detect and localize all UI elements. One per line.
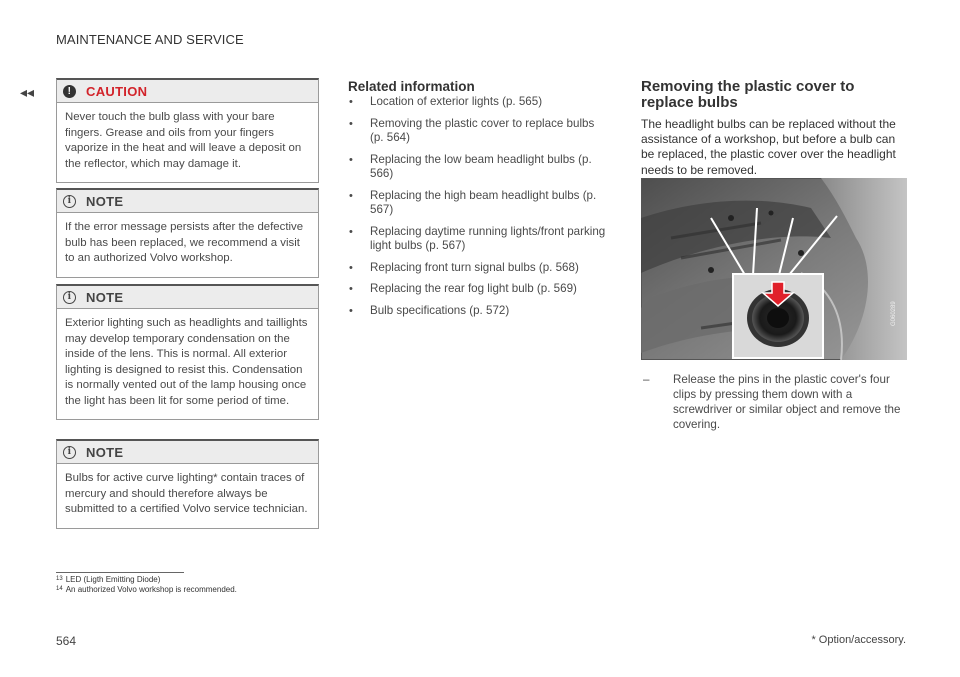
step-dash: –	[643, 373, 650, 386]
note-box	[56, 284, 319, 420]
note-box	[56, 188, 319, 278]
caution-heading: CAUTION	[86, 83, 148, 99]
note-header	[57, 190, 318, 213]
note-heading: NOTE	[86, 444, 124, 460]
back-arrows-icon[interactable]: ◂◂	[20, 84, 35, 100]
related-link[interactable]: • Replacing the high beam headlight bulbs (p. 567)	[349, 188, 597, 216]
section-title: Removing the plastic cover to replace bulbs	[641, 78, 855, 111]
footnote: $^{13}$ LED (Ligth Emitting Diode)	[56, 575, 161, 584]
headlight-cover-illustration	[641, 178, 907, 360]
image-code: G060289	[891, 301, 897, 326]
related-info-title: Related information	[348, 79, 475, 94]
note-text: Bulbs for active curve lighting* contain traces of mercury and should therefore always be submitted to a certified Volvo service technician.	[65, 472, 308, 515]
note-heading: NOTE	[86, 193, 124, 209]
intro-paragraph: The headlight bulbs can be replaced without the assistance of a workshop, but before a bulb can be replaced, the plastic cover over the headlight needs to be removed.	[641, 117, 896, 177]
note-text: Exterior lighting such as headlights and taillights may develop temporary condensation on the inside of the lens. This is normal. All exterior lighting is designed to resist this. Condensation is normally vented out of the lamp housing once the light has been lit for some period of time.	[65, 317, 308, 407]
engine-bay-illustration	[641, 178, 907, 360]
related-link[interactable]: • Replacing front turn signal bulbs (p. 568)	[349, 260, 579, 274]
caution-header	[57, 80, 318, 103]
option-accessory-note: * Option/accessory.	[811, 634, 906, 646]
removing-cover-section	[641, 79, 907, 178]
info-circle-icon: i	[63, 291, 76, 304]
note-text: If the error message persists after the defective bulb has been replaced, we recommend a visit to an authorized Volvo workshop.	[65, 221, 304, 264]
related-link[interactable]: • Replacing the low beam headlight bulbs (p. 566)	[349, 152, 592, 180]
related-link[interactable]: • Bulb specifications (p. 572)	[349, 303, 510, 317]
caution-text: Never touch the bulb glass with your bare fingers. Grease and oils from your fingers vaporize in the heat and will leave a deposit on the reflector, which may damage it.	[65, 111, 302, 170]
related-link[interactable]: • Replacing daytime running lights/front parking light bulbs (p. 567)	[349, 224, 606, 252]
footnote: $^{14}$ An authorized Volvo workshop is recommended.	[56, 585, 237, 594]
note-header	[57, 286, 318, 309]
info-circle-icon: i	[63, 446, 76, 459]
step-text: – Release the pins in the plastic cover's four clips by pressing them down with a screwdriver or similar object and remove the covering.	[643, 373, 901, 431]
footnote-divider	[56, 572, 184, 573]
page-number: 564	[56, 634, 77, 648]
related-info-section	[348, 79, 610, 325]
note-heading: NOTE	[86, 289, 124, 305]
related-list	[348, 95, 610, 318]
related-link[interactable]: • Removing the plastic cover to replace bulbs (p. 564)	[349, 116, 595, 144]
instruction-step	[641, 372, 907, 432]
info-circle-icon: i	[63, 195, 76, 208]
related-link[interactable]: • Replacing the rear fog light bulb (p. 569)	[349, 282, 577, 295]
exclamation-circle-icon: !	[63, 85, 76, 98]
note-box	[56, 439, 319, 529]
caution-box	[56, 78, 319, 183]
section-header: MAINTENANCE AND SERVICE	[56, 32, 244, 47]
note-header	[57, 441, 318, 464]
related-link[interactable]: • Location of exterior lights (p. 565)	[349, 95, 543, 108]
